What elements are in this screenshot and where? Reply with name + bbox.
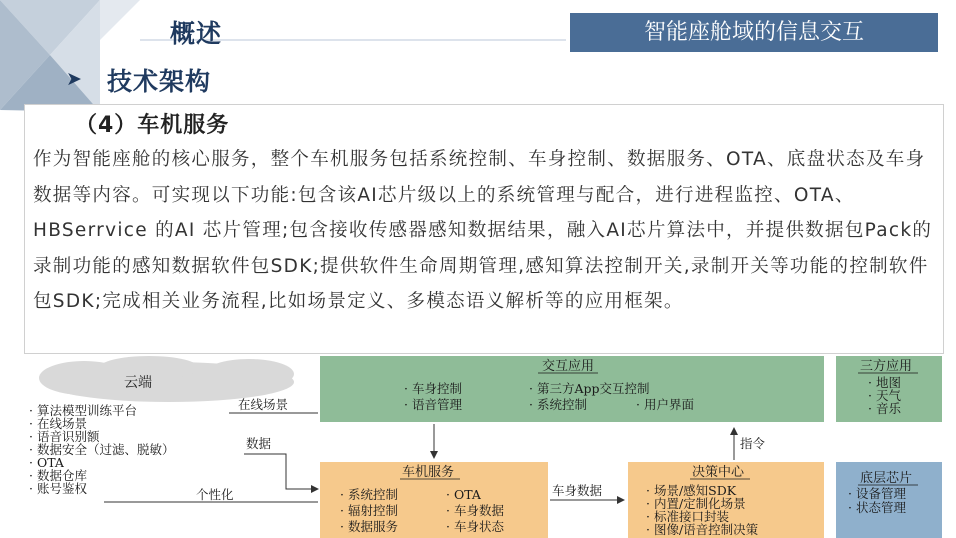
car-service-item: · 车身数据 bbox=[446, 503, 504, 518]
cloud-item: · 在线场景 bbox=[29, 416, 87, 431]
chip-item: · 设备管理 bbox=[848, 486, 906, 501]
third-party-title: 三方应用 bbox=[860, 359, 913, 374]
interaction-item: · 用户界面 bbox=[636, 397, 694, 412]
cloud-title: 云端 bbox=[124, 375, 152, 391]
command-label: 指令 bbox=[740, 436, 766, 451]
section-heading: 技术架构 bbox=[107, 67, 212, 96]
interaction-item: · 第三方App交互控制 bbox=[529, 381, 650, 396]
car-service-item: · 车身状态 bbox=[446, 519, 504, 534]
decision-item: · 场景/感知SDK bbox=[646, 483, 737, 498]
chip-item: · 状态管理 bbox=[848, 500, 906, 515]
cloud-item: · 算法模型训练平台 bbox=[29, 403, 137, 418]
interaction-apps-title: 交互应用 bbox=[542, 359, 595, 374]
interaction-item: · 系统控制 bbox=[529, 397, 587, 412]
cloud-item: · 语音识别额 bbox=[29, 429, 100, 444]
decision-item: · 标准接口封装 bbox=[646, 509, 729, 524]
cloud-item: · 账号鉴权 bbox=[29, 481, 87, 496]
third-party-item: · 音乐 bbox=[868, 401, 901, 416]
cloud-item: · OTA bbox=[29, 455, 64, 470]
bottom-chip-title: 底层芯片 bbox=[860, 471, 913, 486]
subsection-title: （4）车机服务 bbox=[75, 113, 230, 138]
car-service-item: · 辐射控制 bbox=[340, 503, 398, 518]
third-party-item: · 天气 bbox=[868, 388, 901, 403]
data-label: 数据 bbox=[246, 436, 272, 451]
body-data-label: 车身数据 bbox=[552, 483, 603, 498]
data-connector bbox=[244, 454, 318, 489]
chevron-right-icon: ➤ bbox=[66, 68, 82, 90]
architecture-diagram bbox=[24, 356, 956, 538]
third-party-item: · 地图 bbox=[868, 375, 901, 390]
decision-item: · 图像/语音控制决策 bbox=[646, 522, 759, 537]
online-scene-label: 在线场景 bbox=[238, 397, 289, 412]
description-paragraph: 作为智能座舱的核心服务，整个车机服务包括系统控制、车身控制、数据服务、OTA、底盘状态及车身数据等内容。可实现以下功能:包含该AI芯片级以上的系统管理与配合，进行进程监控、OTA、HBSerrvice 的AI 芯片管理;包含接收传感器感知数据结果，融入AI芯片算法中，并提供数据包Pack的录制功能的感知数据软件包SDK;提供软件生命周期管理,感知算法控制开关,录制开关等功能的控制软件包SDK;完成相关业务流程,比如场景定义、多模态语义解析等的应用框架。 bbox=[33, 149, 933, 312]
car-service-item: · OTA bbox=[446, 487, 481, 502]
interaction-item: · 语音管理 bbox=[404, 397, 462, 412]
cloud-item: · 数据仓库 bbox=[29, 468, 87, 483]
car-service-item: · 数据服务 bbox=[340, 519, 398, 534]
page-title: 概述 bbox=[170, 19, 223, 48]
personalized-label: 个性化 bbox=[196, 487, 234, 502]
car-service-title: 车机服务 bbox=[402, 465, 455, 480]
car-service-item: · 系统控制 bbox=[340, 487, 398, 502]
cloud-item: · 数据安全（过滤、脱敏） bbox=[29, 442, 175, 457]
topic-banner-text: 智能座舱域的信息交互 bbox=[643, 20, 864, 45]
decision-center-title: 决策中心 bbox=[692, 465, 745, 480]
content-box bbox=[24, 104, 944, 354]
cloud-shape bbox=[39, 356, 294, 402]
cloud-items bbox=[29, 403, 174, 496]
topic-banner bbox=[570, 13, 938, 52]
decision-item: · 内置/定制化场景 bbox=[646, 496, 746, 511]
interaction-item: · 车身控制 bbox=[404, 381, 462, 396]
